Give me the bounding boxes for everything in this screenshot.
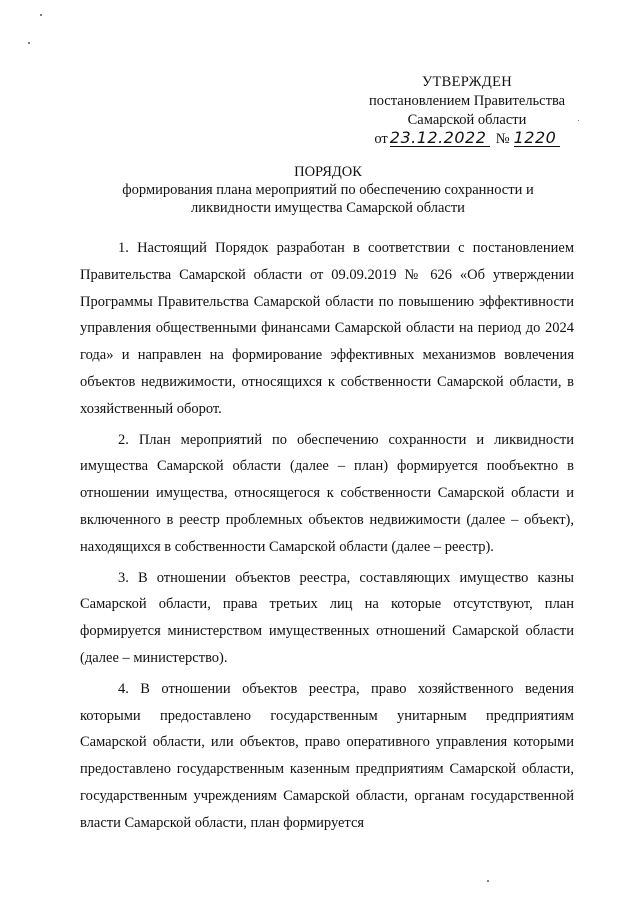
- document-body: [80, 235, 574, 837]
- approval-line-2: Самарской области: [407, 112, 527, 128]
- paragraph-2: 2. План мероприятий по обеспечению сохранности и ликвидности имущества Самарской области (далее – план) формируется пообъектно в отношении имущества, относящегося к собственности Самарской области и включенного в реестр проблемных объектов недвижимости (далее – объект), находящихся в собственности Самарской области (далее – реестр).: [80, 431, 574, 555]
- approval-line-1: постановлением Правительства: [368, 93, 566, 109]
- approval-title: УТВЕРЖДЕН: [421, 74, 513, 90]
- approval-date-number-row: [362, 130, 572, 149]
- heading-title: ПОРЯДОК: [294, 164, 362, 180]
- approval-stamp-block: [362, 73, 572, 149]
- paragraph-4: 4. В отношении объектов реестра, право хозяйственного ведения которыми предоставлено государственным унитарным предприятиям Самарской области, или объектов, право оперативного управления которыми предоставлено государственным казенным предприятиям Самарской области, государственным учреждениям Самарской области, органам государственной власти Самарской области, план формируется: [80, 680, 574, 831]
- paragraph-3: 3. В отношении объектов реестра, составляющих имущество казны Самарской области, права третьих лиц на которые отсутствуют, план формируется министерством имущественных отношений Самарской области (далее – министерство).: [80, 569, 574, 666]
- heading-subtitle-line-1: формирования плана мероприятий по обеспечению сохранности и: [122, 182, 534, 198]
- document-heading: [80, 163, 576, 217]
- scan-speck: [40, 14, 42, 16]
- paragraph-1: 1. Настоящий Порядок разработан в соответствии с постановлением Правительства Самарской области от 09.09.2019 № 626 «Об утверждении Программы Правительства Самарской области по повышению эффективности управления общественными финансами Самарской области на период до 2024 года» и направлен на формирование эффективных механизмов вовлечения объектов недвижимости, относящихся к собственности Самарской области, в хозяйственный оборот.: [80, 240, 574, 417]
- number-prefix: №: [495, 131, 510, 147]
- handwritten-number: 1220: [514, 130, 560, 147]
- handwritten-date: 23.12.2022: [390, 130, 490, 147]
- date-prefix: от: [374, 131, 388, 147]
- scan-speck: [28, 42, 30, 44]
- scan-speck: [487, 880, 489, 882]
- heading-subtitle-line-2: ликвидности имущества Самарской области: [191, 200, 465, 216]
- scan-speck: [578, 120, 579, 121]
